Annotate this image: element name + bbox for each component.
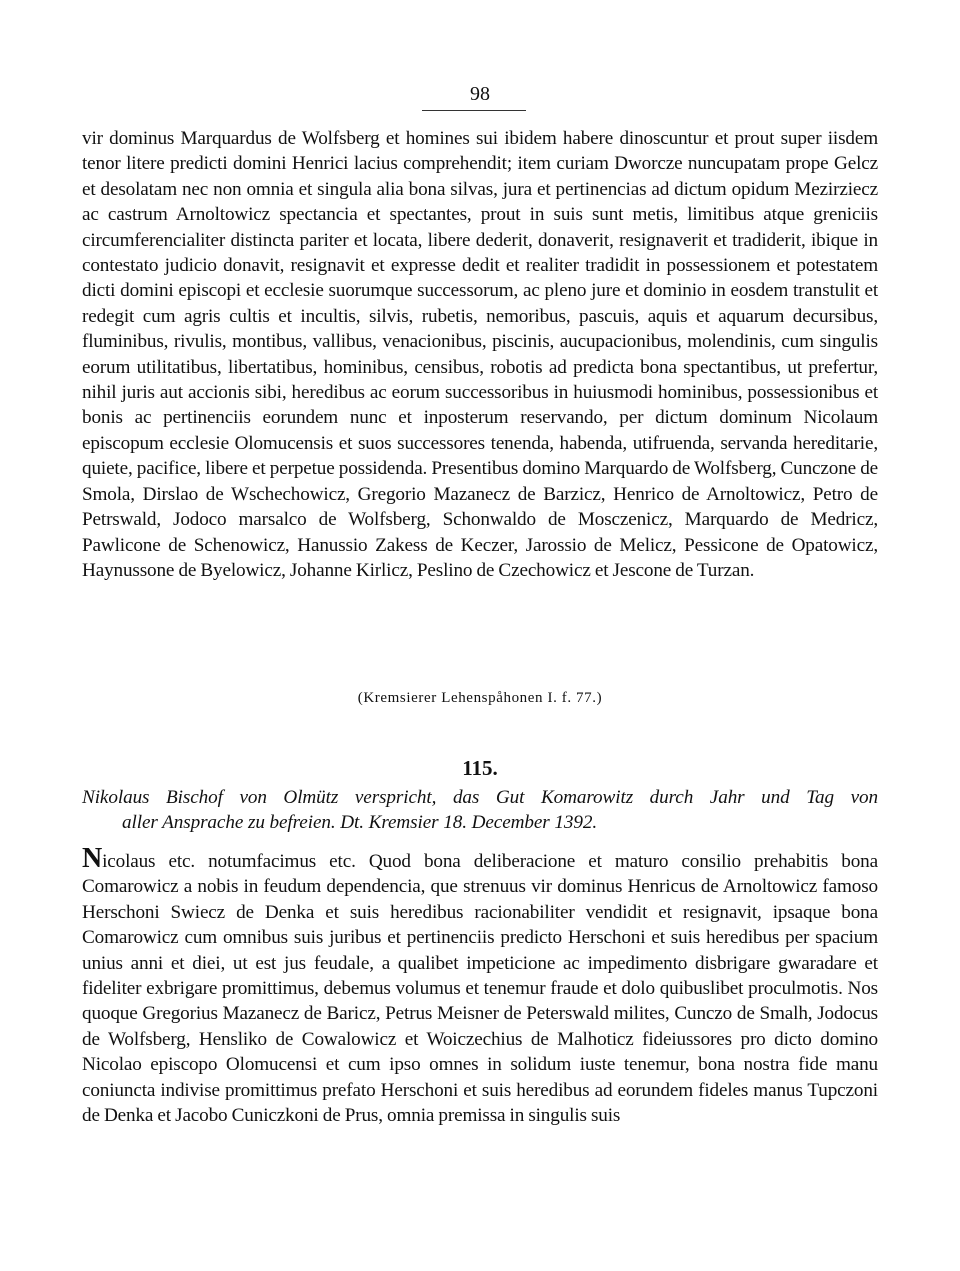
document-number: 115. (462, 756, 498, 780)
charter-paragraph-text: icolaus etc. notumfacimus etc. Quod bona deliberacione et maturo consilio prehabitis bona Comarowicz a nobis in feudum dependencia, que strenuus vir dominus Henricus de Arnoltowicz famoso Herschoni Swiecz de Denka et suis heredibus racionabiliter vendidit et resignavit, ipsaque bona Comarowicz cum omnibus suis juribus et pertinenciis predicto Herschoni et suis heredibus per spacium unius anni et diei, ut est jus feudale, a qualibet impeticione ac impedimento disbrigare gwaradare et fideliter exbrigare promittimus, debemus volumus et tenemur fraude et dolo quibuslibet proculmotis. Nos quoque Gregorius Mazanecz de Baricz, Petrus Meisner de Peterswald milites, Cunczo de Smalh, Jodocus de Wolfsberg, Hensliko de Cowalowicz et Woiczechius de Malhoticz fideiussores pro dicto domino Nicolao episcopo Olomucensi et cum ipso omnes in solidum iuste tenemur, bona nostra fide manu coniuncta indivise promittimus prefato Herschoni et suis heredibus ad eorundem fideles manus Tupczoni de Denka et Jacobo Cuniczkoni de Prus, omnia premissa in singulis suis (82, 851, 878, 1127)
summary-line-2: aller Ansprache zu befreien. Dt. Kremsier 18. December 1392. (122, 812, 598, 834)
page-number-rule (422, 110, 526, 111)
document-summary (82, 785, 878, 836)
initial-letter: N (82, 843, 103, 874)
page-number: 98 (470, 83, 490, 105)
charter-paragraph-continued: vir dominus Marquardus de Wolfsberg et homines sui ibidem habere dinoscuntur et prout super iisdem tenor litere predicti domini Henrici lacius comprehendit; item curiam Dworcze nuncupatam prope Gelcz et desolatam nec non omnia et singula alia bona silvas, jura et pertinencias ad dictum opidum Mezirziecz ac castrum Arnoltowicz spectancia et spectantes, prout in suis sunt metis, limitibus atque greniciis circumferencialiter distincta pariter et locata, libere dederit, donaverit, resignaverit et tradiderit, ibique in contestato judicio donavit, resignavit et expresse dedit et realiter tradidit in possessionem et potestatem dicti domini episcopi et ecclesie suorumque successorum, ac pleno jure et dominio in eosdem transtulit et redegit cum agris cultis et incultis, silvis, rubetis, nemoribus, pascuis, aquis et aquarum decursibus, fluminibus, rivulis, montibus, vallibus, venacionibus, piscinis, aucupacionibus, molendinis, cum singulis eorum utilitatibus, libertatibus, hominibus, censibus, robotis ad predicta bona spectantibus, ut prefertur, nihil juris aut accionis sibi, heredibus ac eorum successoribus in huiusmodi hominibus, possessionibus et bonis ac pertinenciis eorundem nunc et inposterum reservando, per dictum dominum Nicolaum episcopum ecclesie Olomucensis et suos successores tenenda, habenda, utifruenda, servanda hereditarie, quiete, pacifice, libere et perpetue possidenda. Presentibus domino Marquardo de Wolfsberg, Cunczone de Smola, Dirslao de Wschechowicz, Gregorio Mazanecz de Barzicz, Henrico de Arnoltowicz, Petro de Petrswald, Jodoco marsalco de Wolfsberg, Schonwaldo de Mosczenicz, Marquardo de Medricz, Pawlicone de Schenowicz, Hanussio Zakess de Keczer, Jarossio de Melicz, Pessicone de Opatowicz, Haynussone de Byelowicz, Johanne Kirlicz, Peslino de Czechowicz et Jescone de Turzan. (82, 128, 878, 581)
summary-line-1: Nikolaus Bischof von Olmütz verspricht, das Gut Komarowitz durch Jahr und Tag von (82, 787, 878, 808)
source-citation: (Kremsierer Lehenspåhonen I. f. 77.) (357, 690, 603, 706)
charter-paragraph (82, 843, 878, 1128)
